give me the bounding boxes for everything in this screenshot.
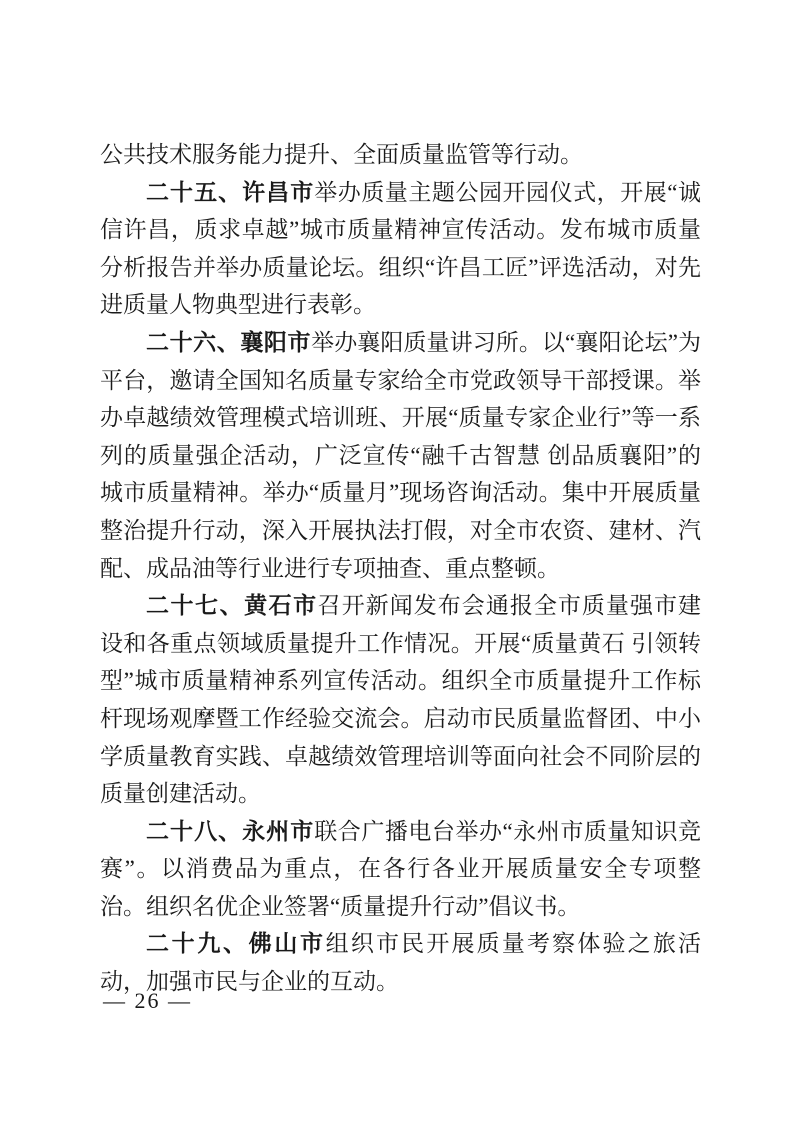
page-number: — 26 — <box>103 988 192 1013</box>
paragraph-lead: 二十九、佛山市 <box>146 930 326 957</box>
paragraph-lead: 二十六、襄阳市 <box>146 328 312 355</box>
paragraph-lead: 二十七、黄石市 <box>146 592 318 619</box>
paragraph-26 <box>100 324 701 587</box>
paragraph-28 <box>100 813 701 926</box>
paragraph-text: 举办襄阳质量讲习所。以“襄阳论坛”为平台，邀请全国知名质量专家给全市党政领导干部授课。举办卓越绩效管理模式培训班、开展“质量专家企业行”等一系列的质量强企活动，广泛宣传“融千古智慧 创品质襄阳”的城市质量精神。举办“质量月”现场咨询活动。集中开展质量整治提升行动，深入开展执法打假，对全市农资、建材、汽配、成品油等行业进行专项抽查、重点整顿。 <box>100 329 701 581</box>
paragraph-text: 召开新闻发布会通报全市质量强市建设和各重点领域质量提升工作情况。开展“质量黄石 引领转型”城市质量精神系列宣传活动。组织全市质量提升工作标杆现场观摩暨工作经验交流会。启动市民质量监督团、中小学质量教育实践、卓越绩效管理培训等面向社会不同阶层的质量创建活动。 <box>100 593 702 807</box>
paragraph-text: 举办质量主题公园开园仪式，开展“诚信许昌，质求卓越”城市质量精神宣传活动。发布城市质量分析报告并举办质量论坛。组织“许昌工匠”评选活动，对先进质量人物典型进行表彰。 <box>100 179 702 318</box>
paragraph-lead: 二十五、许昌市 <box>146 178 315 205</box>
paragraph-25 <box>100 174 701 324</box>
paragraph-lead: 二十八、永州市 <box>146 817 315 844</box>
paragraph-text: 联合广播电台举办“永州市质量知识竞赛”。以消费品为重点，在各行各业开展质量安全专项整治。组织名优企业签署“质量提升行动”倡议书。 <box>100 818 702 919</box>
paragraph-text: 公共技术服务能力提升、全面质量监管等行动。 <box>100 142 583 167</box>
text-block <box>100 136 701 1001</box>
paragraph-text: 组织市民开展质量考察体验之旅活动，加强市民与企业的互动。 <box>100 931 702 995</box>
paragraph-27 <box>100 587 701 813</box>
paragraph-continuation <box>100 136 701 174</box>
